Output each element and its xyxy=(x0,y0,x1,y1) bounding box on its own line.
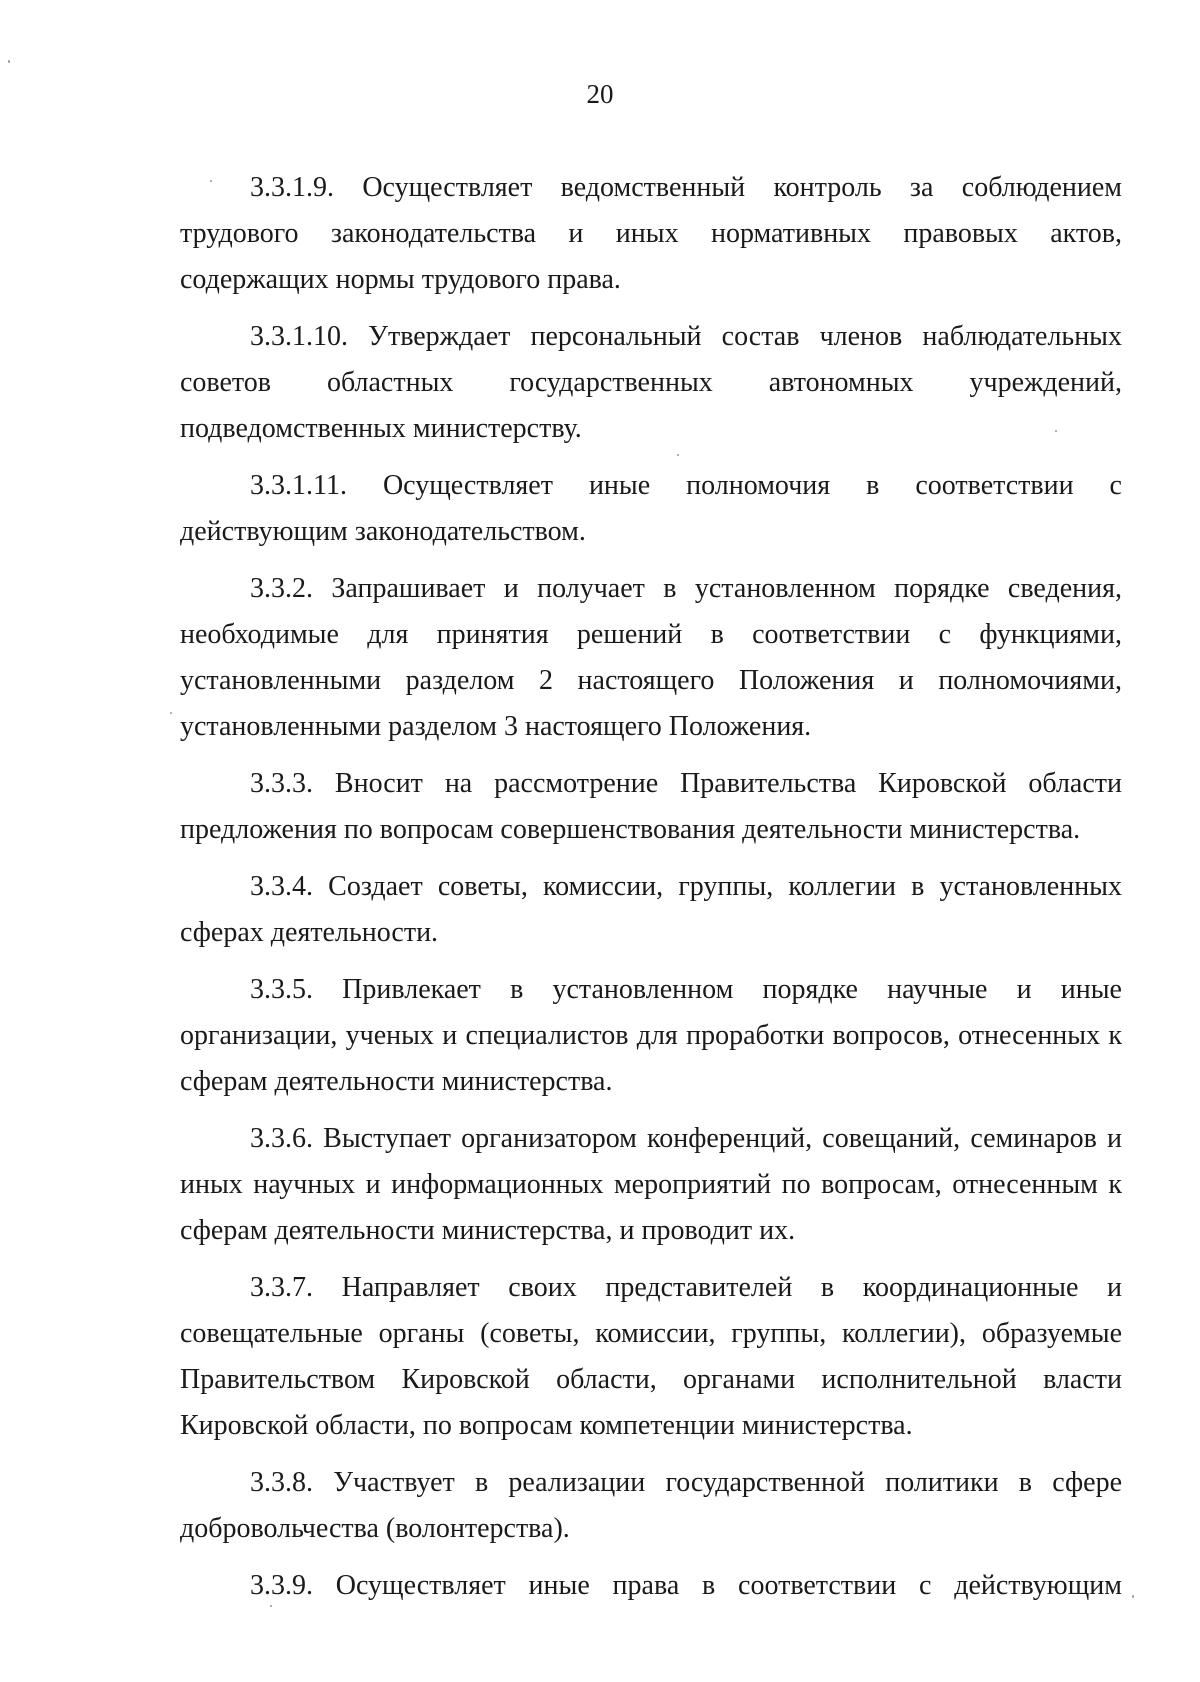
document-body xyxy=(180,165,1122,1620)
paragraph-3-3-8: 3.3.8. Участвует в реализации государственной политики в сфере добровольчества (волонтерства). xyxy=(180,1467,1122,1544)
scan-speck xyxy=(270,1605,272,1607)
page-number: 20 xyxy=(586,79,614,109)
paragraph-3-3-5: 3.3.5. Привлекает в установленном порядке научные и иные организации, ученых и специалистов для проработки вопросов, отнесенных к сферам деятельности министерства. xyxy=(180,974,1122,1097)
paragraph-3-3-1-11: 3.3.1.11. Осуществляет иные полномочия в соответствии с действующим законодательством. xyxy=(180,470,1122,547)
paragraph-3-3-4: 3.3.4. Создает советы, комиссии, группы, коллегии в установленных сферах деятельности. xyxy=(180,871,1122,948)
paragraph-3-3-1-10: 3.3.1.10. Утверждает персональный состав членов наблюдательных советов областных государственных автономных учреждений, подведомственных министерству. xyxy=(180,321,1122,444)
scan-speck xyxy=(1055,430,1057,432)
paragraph-3-3-3: 3.3.3. Вносит на рассмотрение Правительства Кировской области предложения по вопросам совершенствования деятельности министерства. xyxy=(180,768,1122,845)
scan-speck xyxy=(1132,1595,1134,1598)
paragraph-3-3-9: 3.3.9. Осуществляет иные права в соответствии с действующим xyxy=(250,1570,1122,1601)
scan-speck xyxy=(8,60,10,63)
paragraph-3-3-7: 3.3.7. Направляет своих представителей в координационные и совещательные органы (советы, комиссии, группы, коллегии), образуемые Правительством Кировской области, органами исполнительной власти Кировской области, по вопросам компетенции министерства. xyxy=(180,1272,1122,1441)
scan-speck xyxy=(170,712,172,714)
scan-speck xyxy=(677,454,679,456)
paragraph-3-3-6: 3.3.6. Выступает организатором конференций, совещаний, семинаров и иных научных и информационных мероприятий по вопросам, отнесенным к сферам деятельности министерства, и проводит их. xyxy=(180,1123,1122,1246)
paragraph-3-3-2: 3.3.2. Запрашивает и получает в установленном порядке сведения, необходимые для принятия решений в соответствии с функциями, установленными разделом 2 настоящего Положения и полномочиями, установленными разделом 3 настоящего Положения. xyxy=(180,573,1122,742)
paragraph-3-3-1-9: 3.3.1.9. Осуществляет ведомственный контроль за соблюдением трудового законодательства и иных нормативных правовых актов, содержащих нормы трудового права. xyxy=(180,172,1122,295)
scan-speck xyxy=(210,180,212,182)
